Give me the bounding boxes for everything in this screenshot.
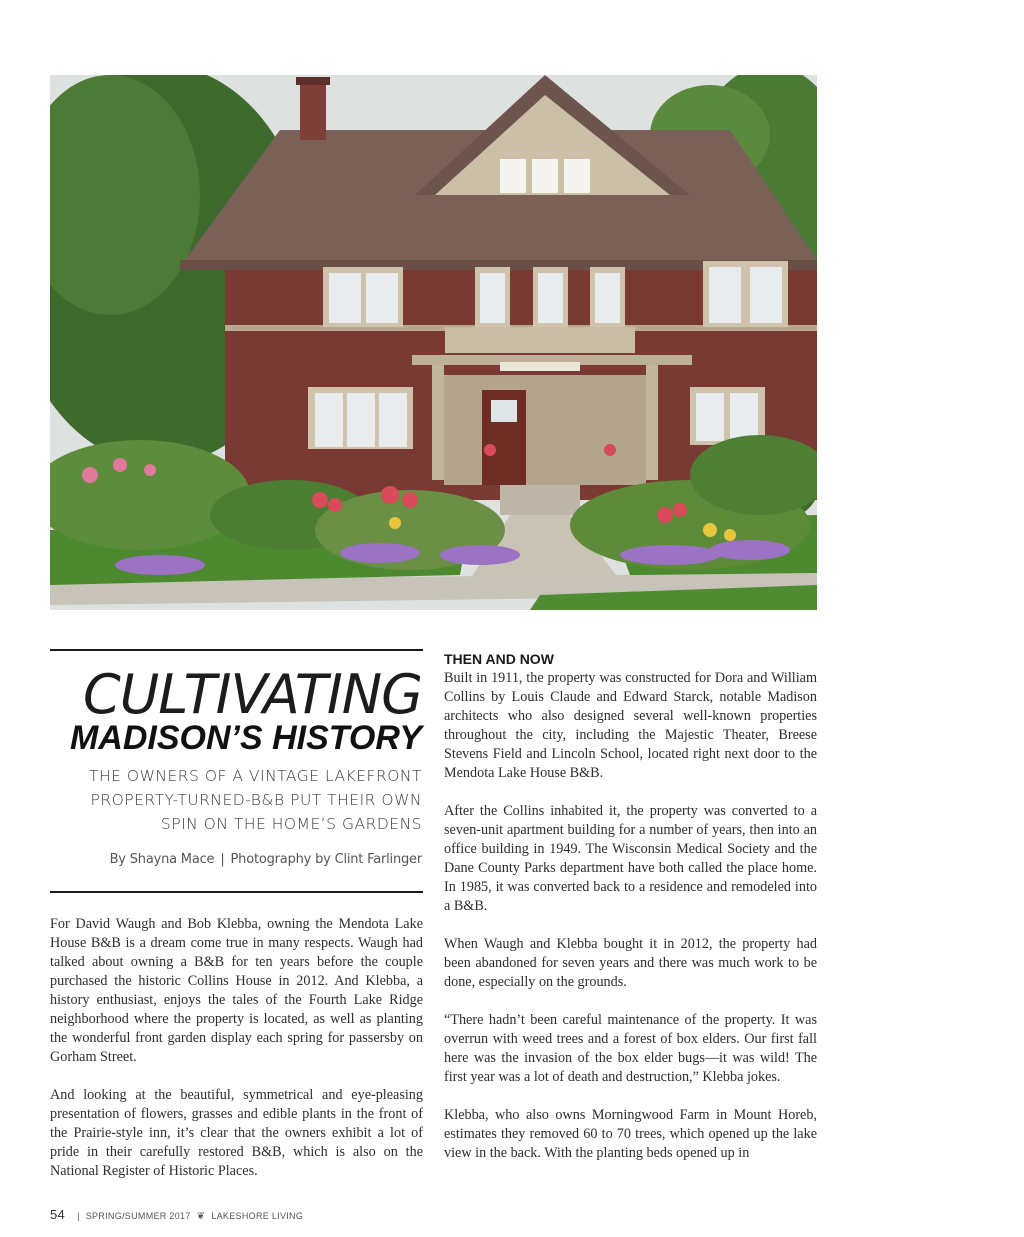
byline-photographer: Photography by Clint Farlinger — [230, 852, 422, 867]
headline-bottom-rule — [50, 891, 423, 893]
page-footer — [50, 1207, 303, 1222]
body-paragraph: After the Collins inhabited it, the property was converted to a seven-unit apartment building for a number of years, then into an office building in 1949. The Wisconsin Medical Society and the Dane County Parks department have both called the place home. In 1985, it was converted back to a residence and remodeled into a B&B. — [444, 803, 817, 914]
body-paragraph: Klebba, who also owns Morningwood Farm in Mount Horeb, estimates they removed 60 to 70 trees, which opened up the lake view in the back. With the planting beds opened up in — [444, 1107, 817, 1161]
byline-author: By Shayna Mace — [109, 852, 215, 867]
deck-subtitle: THE OWNERS OF A VINTAGE LAKEFRONT PROPERTY-TURNED-B&B PUT THEIR OWN SPIN ON THE HOME’S GARDENS — [89, 767, 422, 833]
magazine-name: LAKESHORE LIVING — [211, 1211, 304, 1221]
headline-line-1: CULTIVATING — [83, 663, 422, 726]
body-paragraph: Built in 1911, the property was constructed for Dora and William Collins by Louis Claude and Edward Starck, notable Madison architects who also designed several well-known properties throughout the city, including the Majestic Theater, Breese Stevens Field and Lincoln School, located right next door to the Mendota Lake House B&B. — [444, 670, 817, 781]
body-paragraph: When Waugh and Klebba bought it in 2012, the property had been abandoned for seven years and there was much work to be done, especially on the grounds. — [444, 936, 817, 990]
body-paragraph: “There hadn’t been careful maintenance of the property. It was overrun with weed trees and a forest of box elders. Our first fall here was the invasion of the box elder bugs—it was wild! The first year was a lot of death and destruction,” Klebba jokes. — [444, 1012, 817, 1085]
hero-photo — [50, 75, 817, 610]
byline — [110, 852, 422, 867]
headline-top-rule — [50, 649, 423, 651]
footer-separator: | — [77, 1211, 80, 1221]
section-subhead: THEN AND NOW — [444, 651, 554, 667]
leaf-icon: ❦ — [196, 1211, 206, 1222]
headline-line-2: MADISON’S HISTORY — [69, 719, 422, 757]
page-number: 54 — [50, 1207, 66, 1222]
body-column-left — [50, 915, 423, 1200]
body-paragraph: And looking at the beautiful, symmetrical and eye-pleasing presentation of flowers, grasses and edible plants in the front of the Prairie-style inn, it’s clear that the owners exhibit a lot of pride in their carefully restored B&B, which is also on the National Register of Historic Places. — [50, 1087, 423, 1179]
body-column-right — [444, 649, 817, 1182]
byline-separator: | — [220, 852, 225, 867]
body-paragraph: For David Waugh and Bob Klebba, owning the Mendota Lake House B&B is a dream come true in many respects. Waugh had talked about owning a B&B for ten years before the couple purchased the historic Collins House in 2012. And Klebba, a history enthusiast, enjoys the tales of the Fourth Lake Ridge neighborhood where the property is located, as well as planting the wonderful front garden display each spring for passersby on Gorham Street. — [50, 916, 423, 1065]
issue-label: SPRING/SUMMER 2017 — [85, 1211, 191, 1221]
